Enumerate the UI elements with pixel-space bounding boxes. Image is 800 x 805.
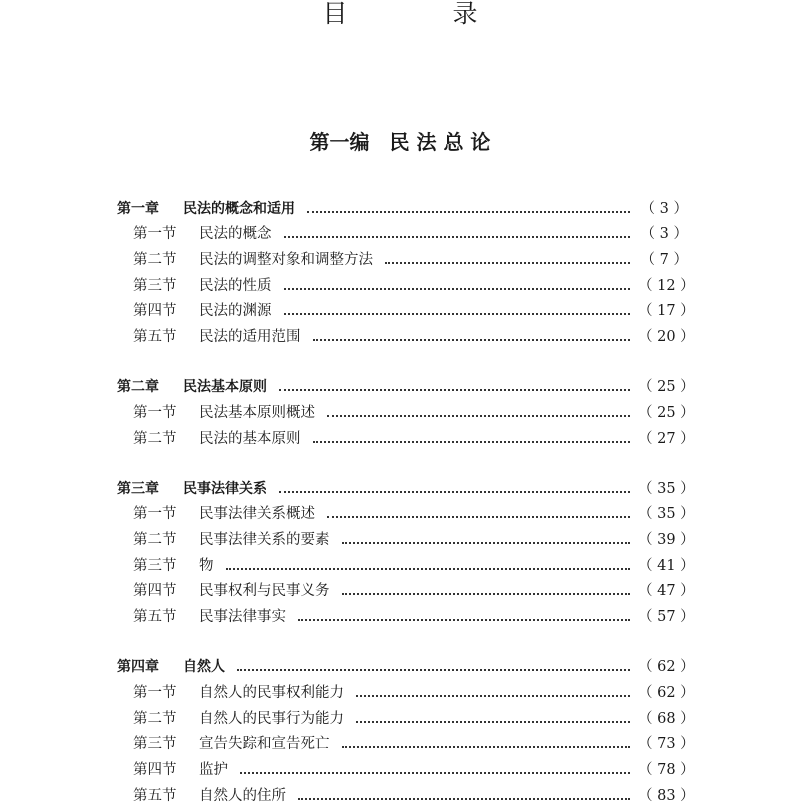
dot-leader [279,491,630,493]
section-entry [117,243,688,269]
section-entry-page: （ 25 ） [638,404,695,421]
section-entry-number: 第二节 [133,252,177,269]
section-entry-page: （ 35 ） [638,506,695,523]
section-entry-page: （ 39 ） [638,532,695,549]
chapter-entry [117,472,695,498]
section-entry-title: 民法的渊源 [199,303,272,320]
section-entry [117,676,695,702]
dot-leader [356,721,630,723]
dot-leader [284,236,631,238]
dot-leader [313,441,631,443]
section-entry-page: （ 47 ） [638,583,695,600]
chapter-spacer [117,448,688,472]
section-entry-title: 民事法律关系概述 [199,506,315,523]
section-entry-number: 第二节 [133,430,177,447]
section-entry-page: （ 27 ） [638,430,695,447]
dot-leader [313,339,631,341]
section-entry-title: 自然人的住所 [199,787,286,804]
dot-leader [342,593,631,595]
part-title [0,126,800,155]
chapter-entry-page: （ 3 ） [640,200,688,217]
section-entry-number: 第三节 [133,277,177,294]
chapter-spacer [117,346,688,370]
chapter-entry-number: 第二章 [117,379,159,396]
dot-leader [307,211,630,213]
section-entry-title: 民法的概念 [199,226,272,243]
chapter-entry-number: 第三章 [117,480,159,497]
section-entry [117,295,695,321]
section-entry-number: 第五节 [133,787,177,804]
section-entry [117,575,695,601]
section-entry-number: 第四节 [133,761,177,778]
section-entry-number: 第一节 [133,506,177,523]
section-entry-number: 第四节 [133,303,177,320]
section-entry-number: 第一节 [133,226,177,243]
dot-leader [327,516,630,518]
section-entry-number: 第二节 [133,710,177,727]
chapter-entry-title: 民事法律关系 [183,480,267,497]
chapter-entry-number: 第一章 [117,200,159,217]
section-entry [117,498,695,524]
section-entry-number: 第三节 [133,557,177,574]
section-entry-title: 民法的适用范围 [199,329,301,346]
dot-leader [327,415,630,417]
section-entry-number: 第一节 [133,404,177,421]
chapter-entry [117,371,695,397]
section-entry-page: （ 73 ） [638,736,695,753]
section-entry-page: （ 17 ） [638,303,695,320]
section-entry [117,320,695,346]
section-entry-page: （ 7 ） [640,252,688,269]
section-entry-title: 民法的性质 [199,277,272,294]
section-entry-number: 第一节 [133,684,177,701]
chapter-entry-page: （ 35 ） [638,480,695,497]
section-entry [117,702,695,728]
section-entry-page: （ 62 ） [638,684,695,701]
section-entry-title: 民法的基本原则 [199,430,301,447]
chapter-entry-number: 第四章 [117,659,159,676]
dot-leader [240,772,630,774]
dot-leader [342,746,631,748]
section-entry-page: （ 83 ） [638,787,695,804]
section-entry [117,269,695,295]
dot-leader [237,669,630,671]
dot-leader [385,262,630,264]
part-number: 第一编 [309,130,370,154]
section-entry-title: 民法基本原则概述 [199,404,315,421]
dot-leader [284,313,631,315]
section-entry-title: 自然人的民事行为能力 [199,710,344,727]
table-of-contents [117,192,695,805]
part-name: 民 法 总 论 [389,130,491,154]
chapter-entry-page: （ 25 ） [638,379,695,396]
section-entry-title: 民事权利与民事义务 [199,583,330,600]
page-title: 目 录 [322,0,518,28]
section-entry [117,600,695,626]
dot-leader [298,619,630,621]
dot-leader [284,288,631,290]
dot-leader [298,798,630,800]
section-entry-number: 第五节 [133,329,177,346]
section-entry-number: 第二节 [133,532,177,549]
dot-leader [342,542,631,544]
section-entry [117,728,695,754]
section-entry-page: （ 68 ） [638,710,695,727]
chapter-spacer [117,626,688,650]
chapter-entry-page: （ 62 ） [638,659,695,676]
chapter-entry [117,650,695,676]
section-entry [117,523,695,549]
section-entry-page: （ 12 ） [638,277,695,294]
dot-leader [226,568,631,570]
section-entry-page: （ 3 ） [640,226,688,243]
section-entry [117,779,695,805]
section-entry-title: 自然人的民事权利能力 [199,684,344,701]
section-entry [117,422,695,448]
chapter-entry-title: 民法基本原则 [183,379,267,396]
section-entry-page: （ 20 ） [638,329,695,346]
section-entry-number: 第四节 [133,583,177,600]
section-entry-page: （ 78 ） [638,761,695,778]
section-entry [117,396,695,422]
section-entry-title: 宣告失踪和宣告死亡 [199,736,330,753]
section-entry-title: 民事法律事实 [199,609,286,626]
section-entry-title: 民事法律关系的要素 [199,532,330,549]
section-entry-title: 物 [199,557,214,574]
section-entry-number: 第五节 [133,609,177,626]
section-entry-title: 监护 [199,761,228,778]
chapter-entry [117,192,688,218]
section-entry [117,218,688,244]
section-entry [117,753,695,779]
chapter-entry-title: 民法的概念和适用 [183,200,295,217]
section-entry-page: （ 41 ） [638,557,695,574]
dot-leader [279,389,630,391]
dot-leader [356,695,630,697]
section-entry-title: 民法的调整对象和调整方法 [199,252,373,269]
chapter-entry-title: 自然人 [183,659,225,676]
section-entry [117,549,695,575]
section-entry-page: （ 57 ） [638,609,695,626]
section-entry-number: 第三节 [133,736,177,753]
